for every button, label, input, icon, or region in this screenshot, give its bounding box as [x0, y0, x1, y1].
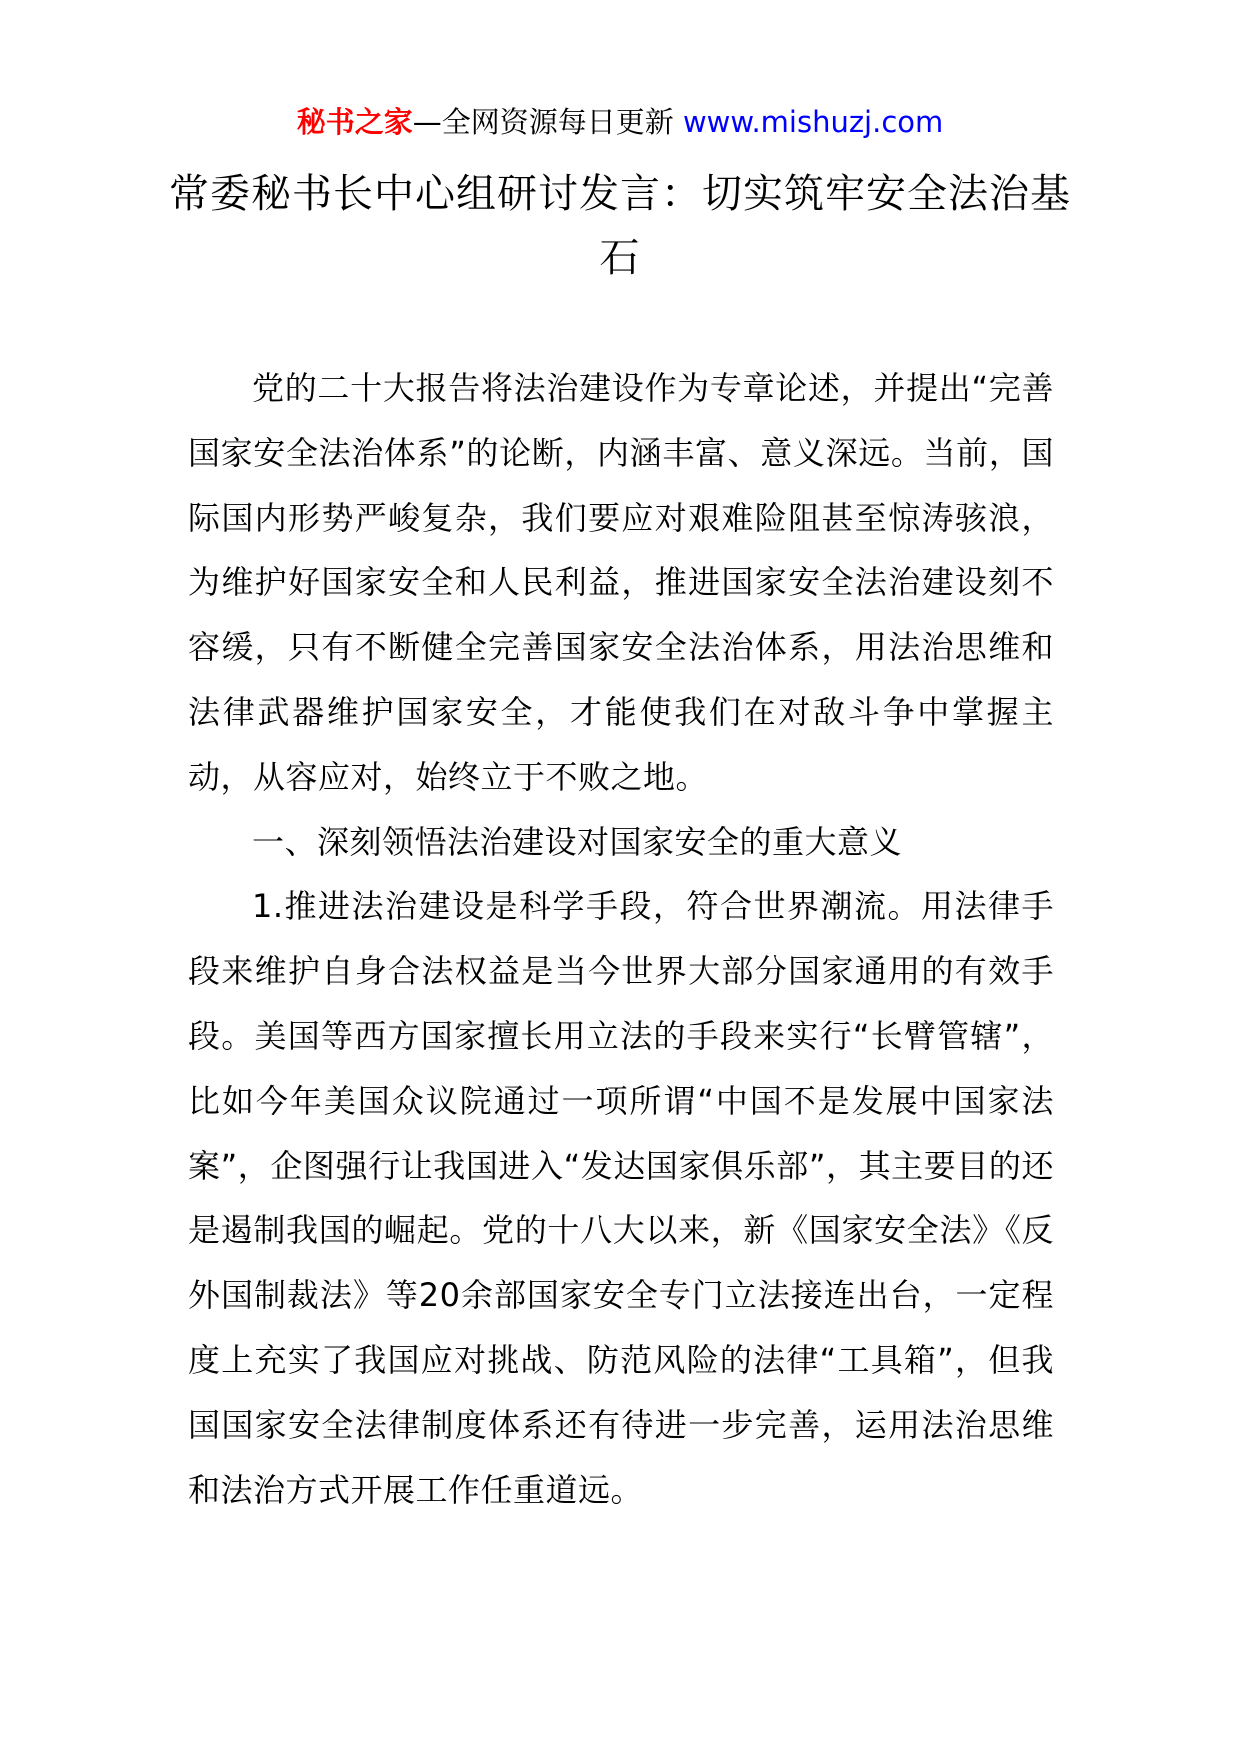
site-header: [0, 102, 1240, 142]
body-paragraph: 1.推进法治建设是科学手段，符合世界潮流。用法律手段来维护自身合法权益是当今世界大部分国家通用的有效手段。美国等西方国家擅长用立法的手段来实行“长臂管辖”，比如今年美国众议院通过一项所谓“中国不是发展中国家法案”，企图强行让我国进入“发达国家俱乐部”，其主要目的还是遏制我国的崛起。党的十八大以来，新《国家安全法》《反外国制裁法》等20余部国家安全专门立法接连出台，一定程度上充实了我国应对挑战、防范风险的法律“工具箱”，但我国国家安全法律制度体系还有待进一步完善，运用法治思维和法治方式开展工作任重道远。: [188, 887, 1054, 1509]
document-title: 常委秘书长中心组研讨发言：切实筑牢安全法治基石: [169, 171, 1071, 281]
intro-paragraph: 党的二十大报告将法治建设作为专章论述，并提出“完善国家安全法治体系”的论断，内涵丰富、意义深远。当前，国际国内形势严峻复杂，我们要应对艰难险阻甚至惊涛骇浪，为维护好国家安全和人民利益，推进国家安全法治建设刻不容缓，只有不断健全完善国家安全法治体系，用法治思维和法律武器维护国家安全，才能使我们在对敌斗争中掌握主动，从容应对，始终立于不败之地。: [188, 369, 1054, 796]
site-url-link[interactable]: www.mishuzj.com: [682, 105, 944, 139]
site-brand: 秘书之家: [296, 105, 413, 139]
document-body: [188, 356, 1054, 1522]
site-tagline: —全网资源每日更新: [412, 105, 674, 139]
section-heading: 一、深刻领悟法治建设对国家安全的重大意义: [252, 822, 903, 861]
